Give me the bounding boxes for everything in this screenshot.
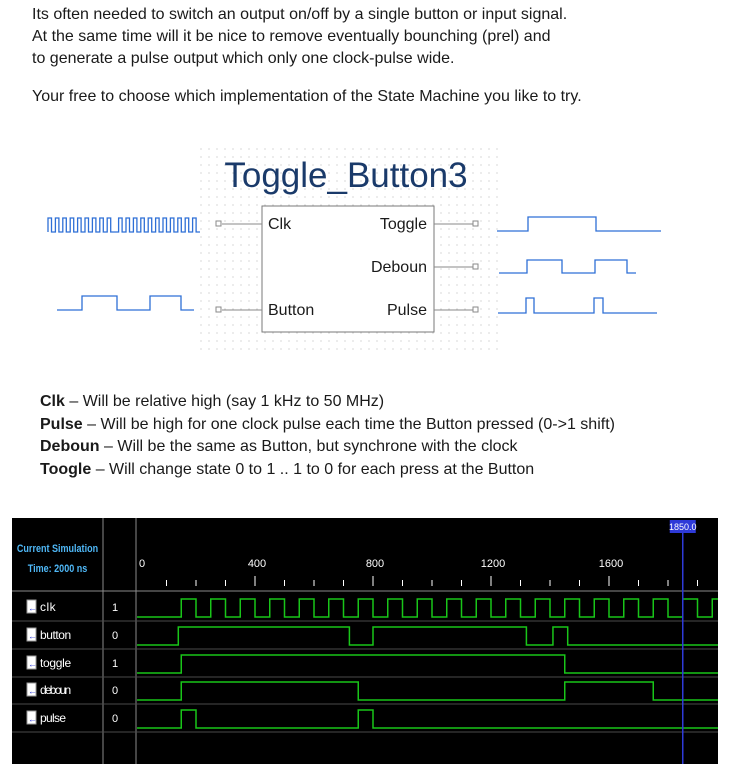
toggle-button-block-diagram bbox=[0, 140, 729, 365]
signal-name-button: button bbox=[40, 628, 72, 642]
pulse-output-sketch bbox=[498, 298, 657, 313]
port-toggle-label: Toggle bbox=[379, 216, 427, 233]
pulse-pin bbox=[473, 307, 478, 312]
signal-type-icon-glyph: ← bbox=[28, 714, 37, 724]
intro-line-2: At the same time will it be nice to remove eventually bounching (prel) and bbox=[32, 28, 551, 45]
desc-deboun: Deboun – Will be the same as Button, but synchrone with the clock bbox=[40, 438, 518, 455]
simulation-waveform-viewer[interactable] bbox=[12, 518, 718, 764]
time-tick-label: 800 bbox=[365, 558, 385, 570]
deboun-pin bbox=[473, 264, 478, 269]
waveform-pulse bbox=[137, 710, 718, 728]
signal-type-icon-glyph: ← bbox=[28, 631, 37, 641]
signal-type-icon-glyph: ← bbox=[28, 659, 37, 669]
signal-value-toggle: 1 bbox=[112, 658, 119, 670]
waveform-button bbox=[137, 627, 718, 645]
time-tick-label: 1200 bbox=[480, 558, 506, 570]
time-tick-label: 400 bbox=[247, 558, 267, 570]
deboun-output-sketch bbox=[499, 260, 636, 273]
simulation-header-line1: Current Simulation bbox=[16, 543, 99, 555]
signal-value-button: 0 bbox=[112, 630, 119, 642]
toggle-output-sketch bbox=[497, 217, 661, 231]
time-tick-label: 0 bbox=[139, 558, 146, 570]
waveform-canvas[interactable] bbox=[12, 518, 718, 764]
port-button-label: Button bbox=[268, 302, 315, 319]
waveform-deboun bbox=[137, 682, 718, 700]
intro-line-1: Its often needed to switch an output on/off by a single button or input signal. bbox=[32, 6, 568, 23]
clk-input-sketch bbox=[48, 218, 200, 232]
time-tick-label: 1600 bbox=[598, 558, 624, 570]
button-pin bbox=[216, 307, 221, 312]
block-title: Toggle_Button3 bbox=[224, 156, 468, 195]
waveform-clk bbox=[137, 599, 718, 617]
button-input-sketch bbox=[57, 296, 194, 310]
intro-text bbox=[32, 4, 722, 108]
signal-descriptions bbox=[40, 391, 720, 481]
desc-clk: Clk – Will be relative high (say 1 kHz to 50 MHz) bbox=[40, 393, 385, 410]
port-pulse-label: Pulse bbox=[386, 302, 427, 319]
signal-type-icon-glyph: ← bbox=[28, 603, 37, 613]
desc-pulse: Pulse – Will be high for one clock pulse each time the Button pressed (0->1 shift) bbox=[40, 415, 615, 433]
waveform-toggle bbox=[137, 655, 718, 673]
signal-name-deboun: deboun bbox=[40, 683, 72, 697]
clk-pin bbox=[216, 221, 221, 226]
signal-value-pulse: 0 bbox=[112, 713, 119, 725]
signal-value-deboun: 0 bbox=[112, 685, 119, 697]
toggle-pin bbox=[473, 221, 478, 226]
time-cursor-label: 1850.0 bbox=[668, 522, 697, 532]
intro-line-4: Your free to choose which implementation of the State Machine you like to try. bbox=[32, 88, 582, 105]
signal-value-clk: 1 bbox=[112, 602, 119, 614]
desc-toggle: Toogle – Will change state 0 to 1 .. 1 to 0 for each press at the Button bbox=[40, 460, 535, 478]
intro-line-3: to generate a pulse output which only one clock-pulse wide. bbox=[32, 50, 455, 67]
signal-type-icon-glyph: ← bbox=[28, 686, 37, 696]
simulation-header-line2: Time: 2000 ns bbox=[27, 563, 88, 575]
port-deboun-label: Deboun bbox=[370, 259, 427, 276]
signal-name-pulse: pulse bbox=[40, 711, 66, 725]
port-clk-label: Clk bbox=[268, 216, 292, 233]
simulation-header bbox=[12, 518, 103, 588]
signal-name-toggle: toggle bbox=[40, 656, 72, 670]
signal-name-clk: clk bbox=[40, 600, 56, 614]
